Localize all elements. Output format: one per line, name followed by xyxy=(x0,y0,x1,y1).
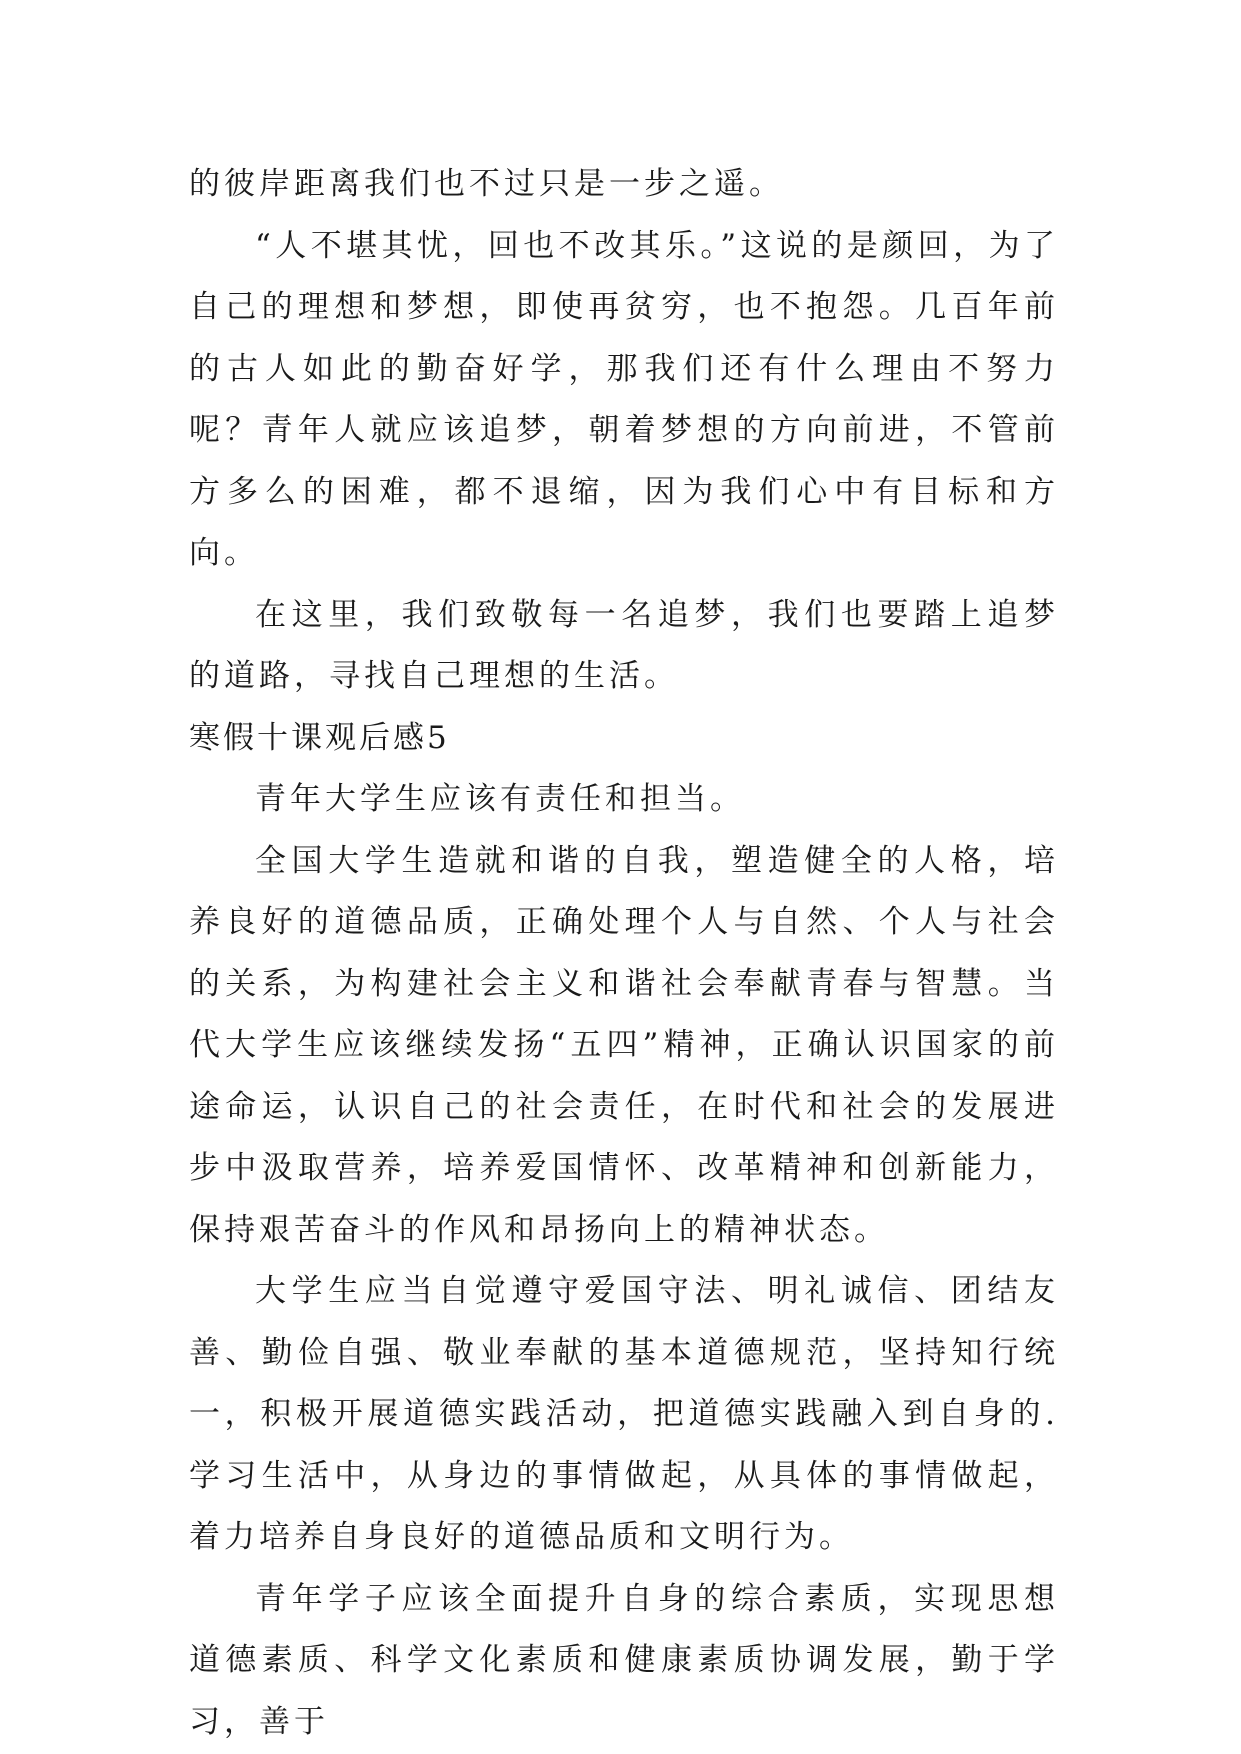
section-heading: 寒假十课观后感5 xyxy=(189,719,450,756)
paragraph-7: 青年学子应该全面提升自身的综合素质，实现思想道德素质、科学文化素质和健康素质协调发展，勤于学习，善于 xyxy=(189,1580,1059,1740)
paragraph-2: “人不堪其忧，回也不改其乐。”这说的是颜回，为了自己的理想和梦想，即使再贫穷，也不抱怨。几百年前的古人如此的勤奋好学，那我们还有什么理由不努力呢？青年人就应该追梦，朝着梦想的方向前进，不管前方多么的困难，都不退缩，因为我们心中有目标和方向。 xyxy=(189,227,1059,571)
paragraph-1: 的彼岸距离我们也不过只是一步之遥。 xyxy=(189,166,784,202)
paragraph-5: 全国大学生造就和谐的自我，塑造健全的人格，培养良好的道德品质，正确处理个人与自然、个人与社会的关系，为构建社会主义和谐社会奉献青春与智慧。当代大学生应该继续发扬“五四”精神，正确认识国家的前途命运，认识自己的社会责任，在时代和社会的发展进步中汲取营养，培养爱国情怀、改革精神和创新能力，保持艰苦奋斗的作风和昂扬向上的精神状态。 xyxy=(189,842,1059,1248)
paragraph-3: 在这里，我们致敬每一名追梦，我们也要踏上追梦的道路，寻找自己理想的生活。 xyxy=(189,596,1059,694)
paragraph-6: 大学生应当自觉遵守爱国守法、明礼诚信、团结友善、勤俭自强、敬业奉献的基本道德规范，坚持知行统一，积极开展道德实践活动，把道德实践融入到自身的.学习生活中，从身边的事情做起，从具体的事情做起，着力培养自身良好的道德品质和文明行为。 xyxy=(189,1273,1059,1555)
paragraph-4: 青年大学生应该有责任和担当。 xyxy=(255,781,745,817)
document-body xyxy=(189,154,1059,1753)
